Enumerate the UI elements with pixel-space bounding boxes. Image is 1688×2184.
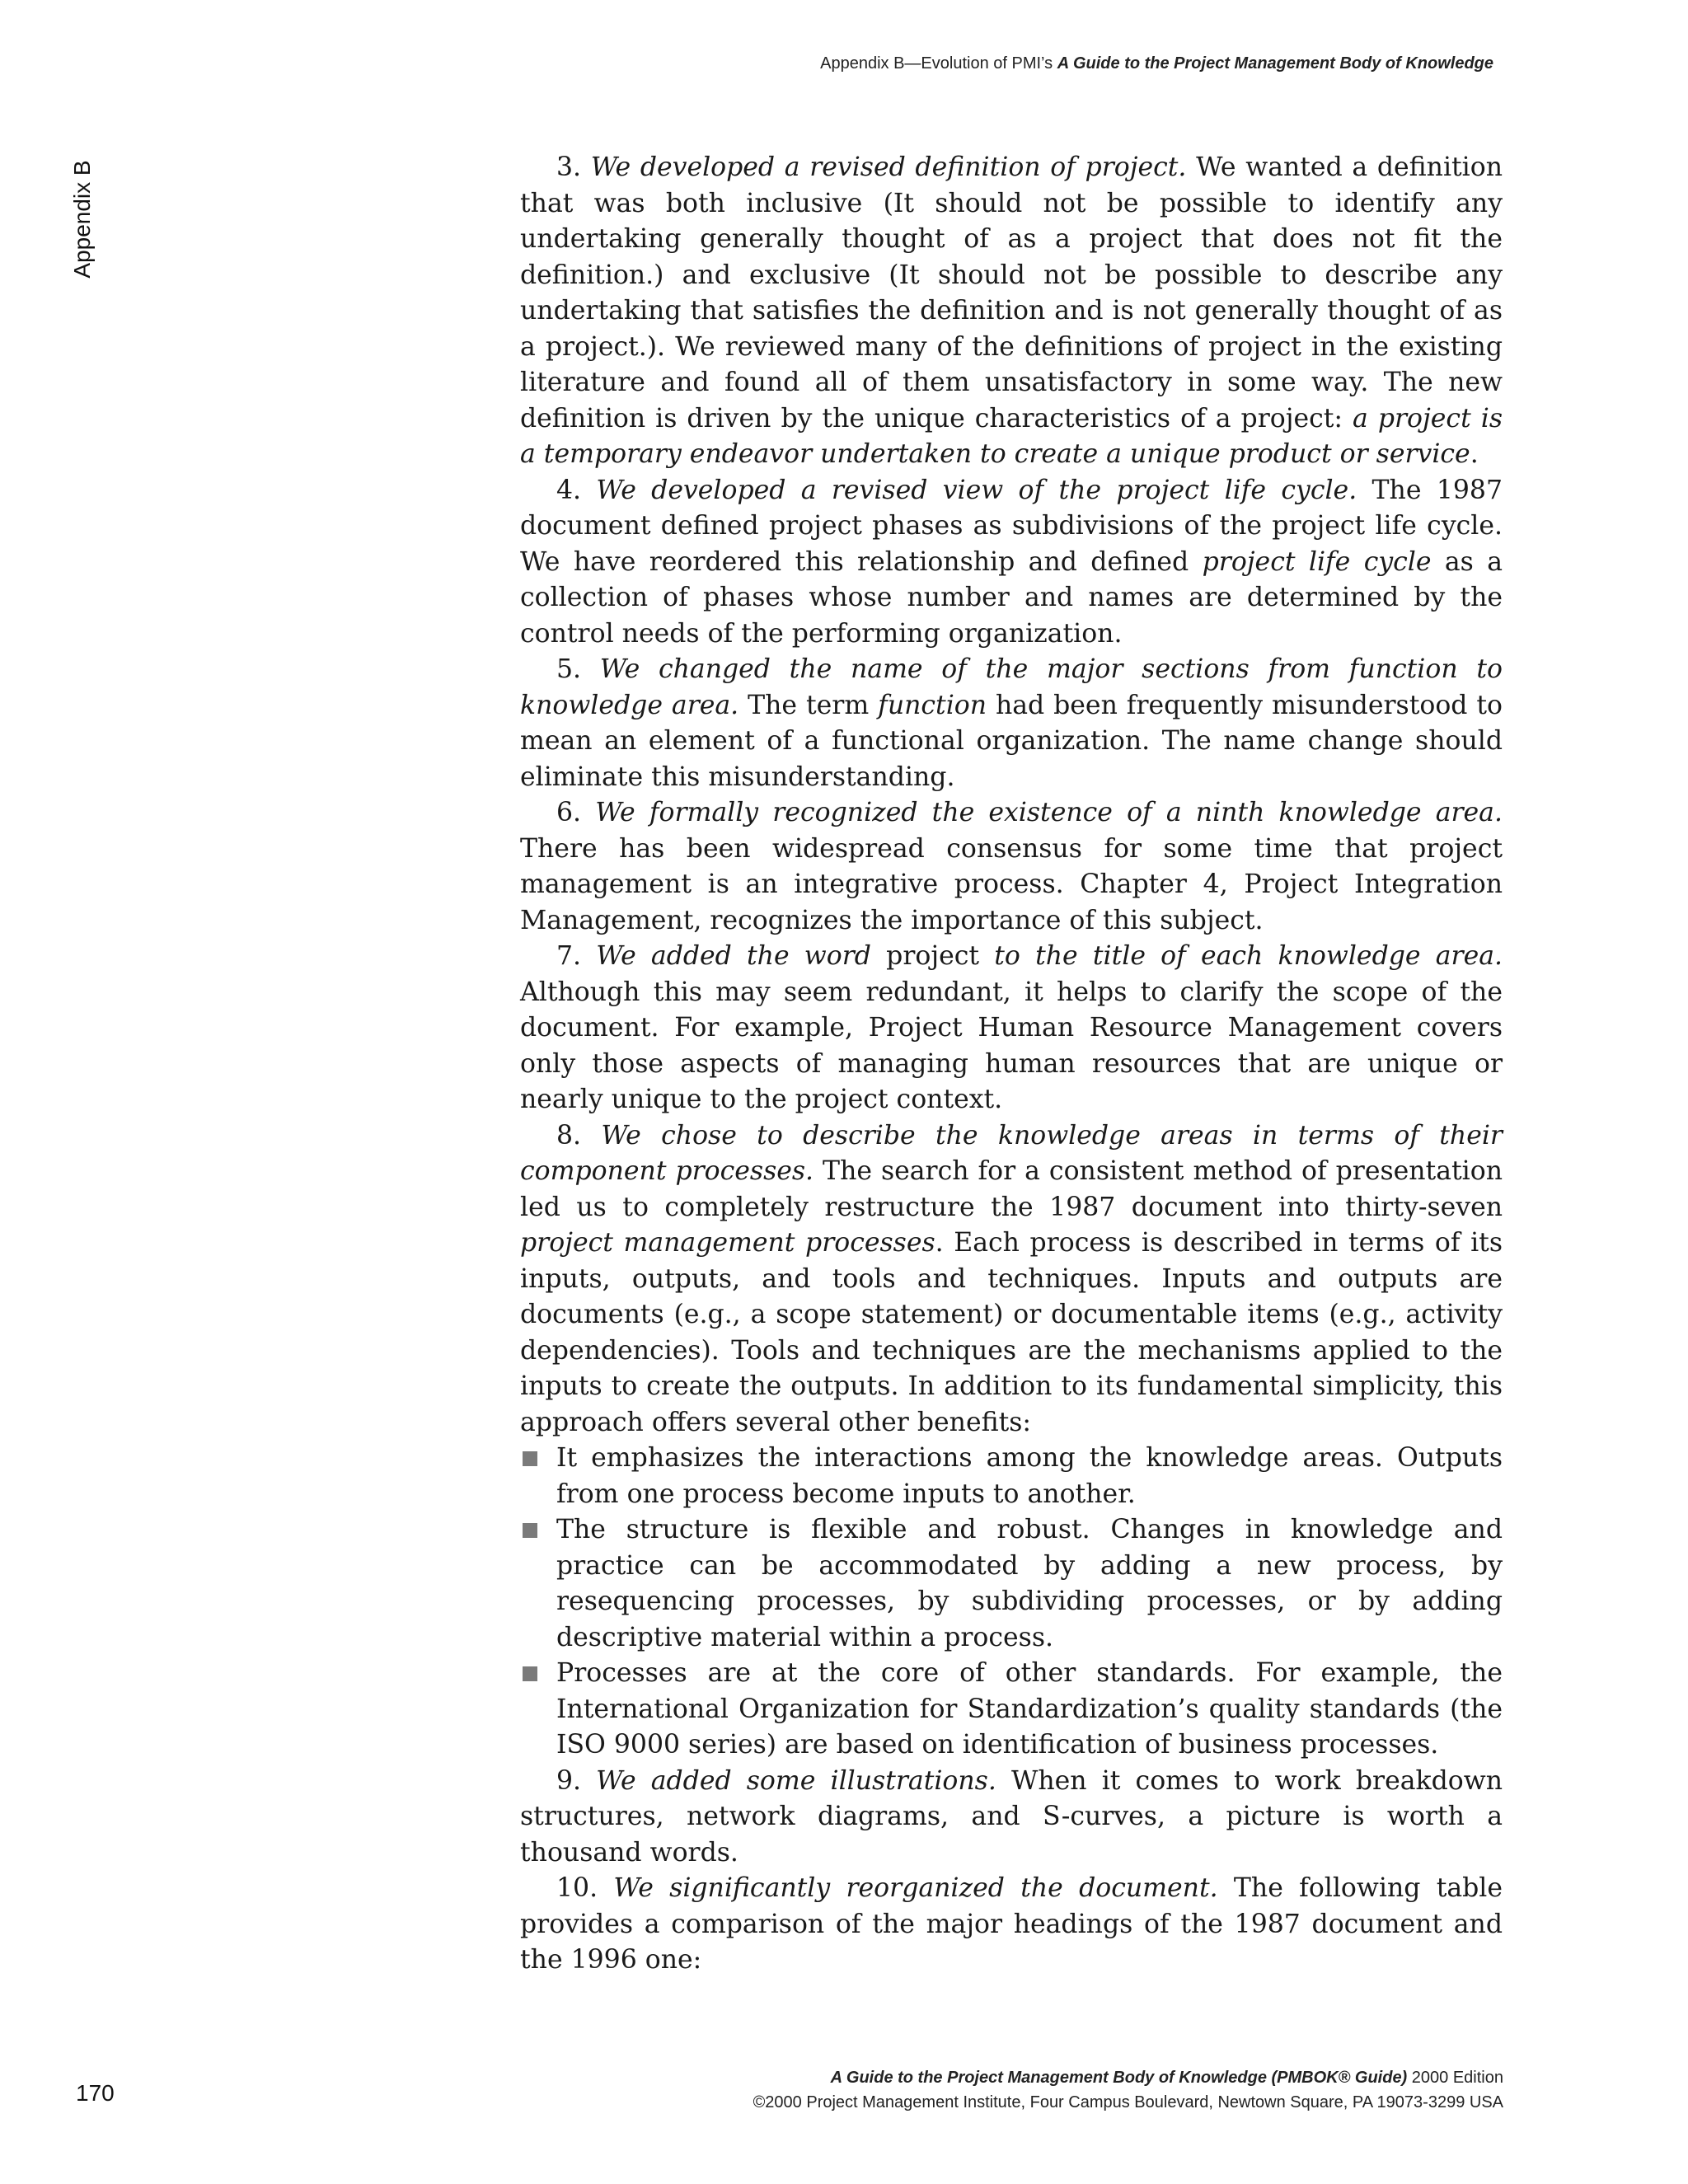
paragraph-text: The following table provides a comparison of the major headings of the 1987 document and the 1996 one:: [520, 1873, 1503, 1975]
item-lead: We chose to describe the knowledge areas in terms of their component processes.: [520, 1120, 1503, 1186]
paragraph-6: [520, 795, 1503, 939]
page-number: 170: [76, 2080, 115, 2106]
item-number: 5.: [556, 654, 600, 684]
list-item: [520, 1656, 1503, 1764]
paragraph-text: The 1987 document defined project phases as subdivisions of the project life cycle. We have reordered this relationship and defined: [520, 475, 1503, 577]
footer: [753, 2065, 1503, 2115]
paragraph-end: .: [1470, 439, 1479, 469]
list-item: [520, 1512, 1503, 1656]
item-lead: We formally recognized the existence of a ninth knowledge area.: [595, 798, 1503, 827]
item-number: 3.: [556, 152, 591, 182]
running-header-prefix: Appendix B—Evolution of PMI’s: [820, 54, 1057, 73]
footer-copyright: ©2000 Project Management Institute, Four Campus Boulevard, Newtown Square, PA 19073-3299 USA: [753, 2093, 1503, 2111]
item-number: 9.: [556, 1765, 597, 1796]
item-lead: We added some illustrations.: [596, 1765, 996, 1796]
term: function: [878, 690, 987, 720]
paragraph-text: When it comes to work breakdown structures, network diagrams, and S-curves, a picture is worth a thousand words.: [520, 1765, 1503, 1868]
running-header-title: A Guide to the Project Management Body of Knowledge: [1057, 54, 1493, 73]
paragraph-text: We wanted a definition that was both inclusive (It should not be possible to identify any undertaking generally thought of as a project that does not fit the definition.) and exclusive (It should not be possible to describe any undertaking that satisfies the definition and is not generally thought of as a project.). We reviewed many of the definitions of project in the existing literature and found all of them unsatisfactory in some way. The new definition is driven by the unique characteristics of a project:: [520, 152, 1503, 434]
paragraph-text: Although this may seem redundant, it helps to clarify the scope of the document. For example, Project Human Resource Management covers only those aspects of managing human resources that are unique or nearly unique to the project context.: [520, 977, 1503, 1114]
paragraph-5: [520, 652, 1503, 795]
footer-title: A Guide to the Project Management Body of Knowledge (PMBOK® Guide): [830, 2069, 1408, 2087]
paragraph-7: [520, 939, 1503, 1118]
term: project management processes: [520, 1228, 935, 1258]
paragraph-text: The term: [738, 690, 879, 720]
item-lead: We developed a revised definition of project.: [590, 152, 1187, 182]
item-lead: to the title of each knowledge area.: [994, 941, 1503, 971]
list-item-text: Processes are at the core of other standards. For example, the International Organization for Standardization’s quality standards (the ISO 9000 series) are based on identification of business processes.: [556, 1658, 1503, 1760]
body-text: [520, 150, 1503, 1979]
benefits-list: [520, 1441, 1503, 1764]
running-header: [820, 54, 1493, 73]
footer-edition: 2000 Edition: [1407, 2069, 1503, 2087]
paragraph-3: [520, 150, 1503, 473]
list-item: [520, 1441, 1503, 1512]
item-lead: We significantly reorganized the document.: [613, 1873, 1218, 1903]
square-bullet-icon: [523, 1666, 537, 1681]
project-definition: a project is a temporary endeavor undertaken to create a unique product or service: [520, 403, 1503, 469]
item-lead: We changed the name of the major sections from function to knowledge area.: [520, 654, 1503, 720]
paragraph-text: . Each process is described in terms of its inputs, outputs, and tools and techniques. Inputs and outputs are documents (e.g., a scope statement) or documentable items (e.g., activity dependencies). Tools and techniques are the mechanisms applied to the inputs to create the outputs. In addition to its fundamental simplicity, this approach offers several other benefits:: [520, 1228, 1503, 1437]
item-lead-word: project: [870, 941, 995, 971]
item-number: 10.: [556, 1873, 614, 1903]
item-number: 7.: [556, 941, 597, 971]
item-lead: We developed a revised view of the project life cycle.: [596, 475, 1357, 505]
term: project life cycle: [1202, 546, 1432, 577]
square-bullet-icon: [523, 1523, 537, 1538]
item-number: 6.: [556, 798, 596, 827]
paragraph-10: [520, 1871, 1503, 1979]
paragraph-text: had been frequently misunderstood to mean an element of a functional organization. The name change should eliminate this misunderstanding.: [520, 690, 1503, 792]
paragraph-9: [520, 1764, 1503, 1872]
list-item-text: It emphasizes the interactions among the knowledge areas. Outputs from one process become inputs to another.: [556, 1443, 1503, 1509]
item-number: 4.: [556, 475, 597, 505]
side-tab-label: Appendix B: [69, 160, 95, 279]
paragraph-text: as a collection of phases whose number and names are determined by the control needs of the performing organization.: [520, 546, 1503, 649]
paragraph-text: The search for a consistent method of presentation led us to completely restructure the 1987 document into thirty-seven: [520, 1156, 1503, 1222]
item-number: 8.: [556, 1120, 602, 1151]
paragraph-8: [520, 1118, 1503, 1441]
paragraph-text: There has been widespread consensus for some time that project management is an integrative process. Chapter 4, Project Integration Management, recognizes the importance of this subject.: [520, 833, 1503, 935]
square-bullet-icon: [523, 1451, 537, 1466]
list-item-text: The structure is flexible and robust. Changes in knowledge and practice can be accommodated by adding a new process, by resequencing processes, by subdividing processes, or by adding descriptive material within a process.: [556, 1515, 1503, 1652]
footer-title-line: [753, 2065, 1503, 2090]
item-lead: We added the word: [596, 941, 871, 971]
paragraph-4: [520, 473, 1503, 653]
side-tab: [66, 153, 99, 285]
